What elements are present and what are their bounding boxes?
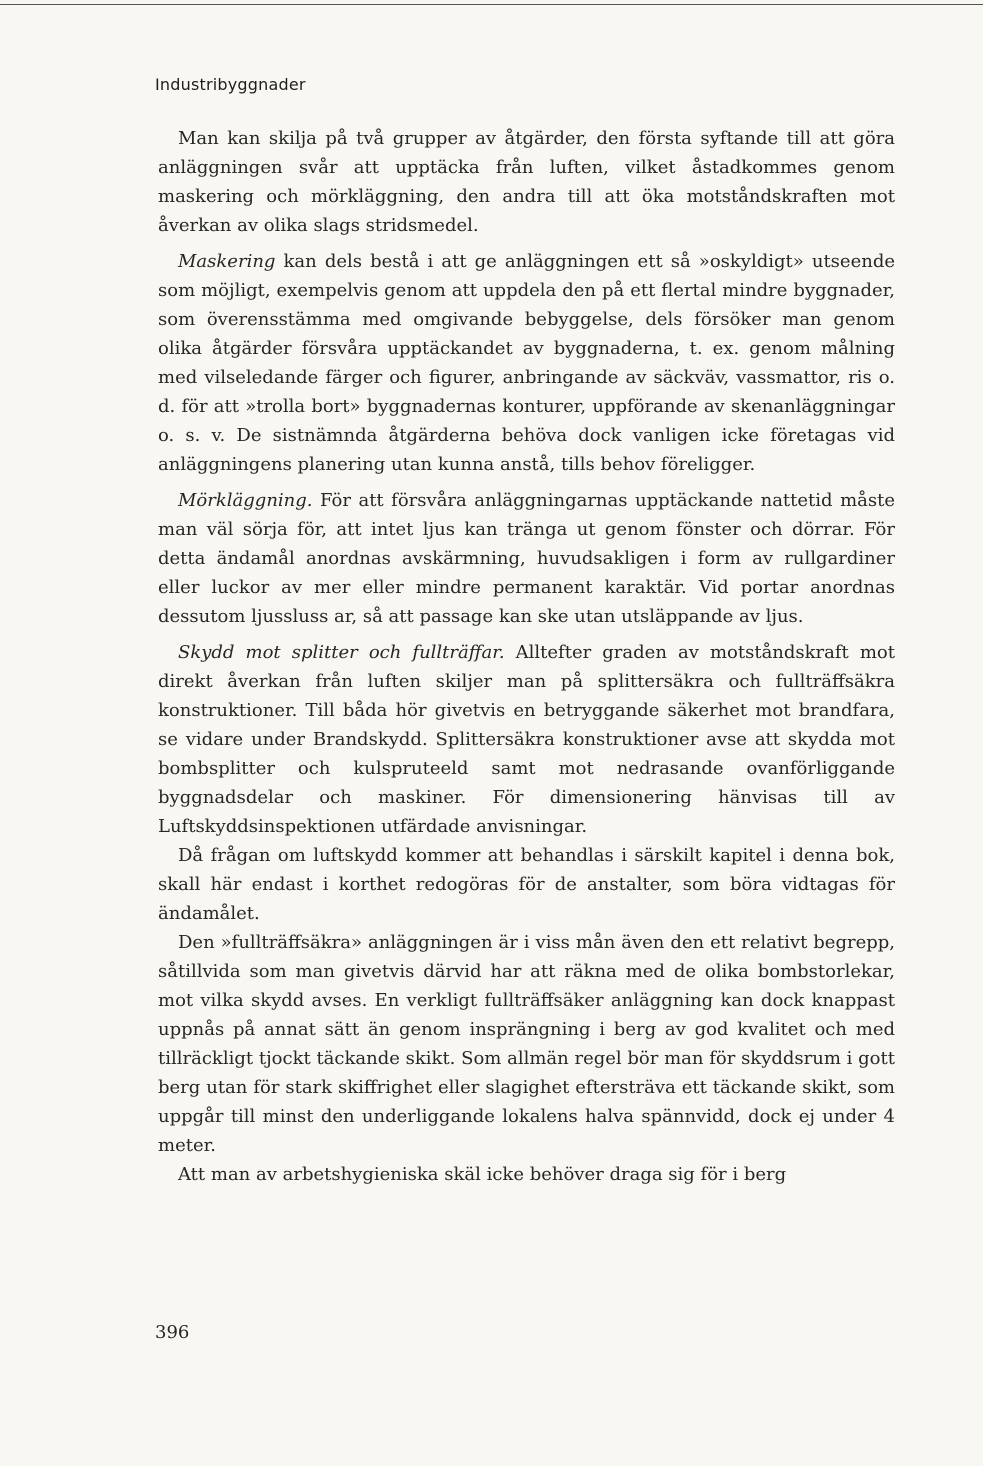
paragraph-lead: Mörkläggning.: [178, 490, 313, 511]
paragraph-fulltraffsakra: [158, 928, 895, 1160]
paragraph-text: För att försvåra anläggningarnas upptäckande nattetid måste man väl sörja för, att intet ljus kan tränga ut genom fönster och dörrar. För detta ändamål anordnas avskärmning, huvudsakligen i form av rullgardiner eller luckor av mer eller mindre permanent karaktär. Vid portar anordnas dessutom ljussluss ar, så att passage kan ske utan utsläppande av ljus.: [158, 490, 895, 627]
paragraph-text: kan dels bestå i att ge anläggningen ett så »oskyldigt» utseende som möjligt, exempelvis genom att uppdela den på ett flertal mindre byggnader, som överensstämma med omgivande bebyggelse, dels försöker man genom olika åtgärder försvåra upptäckandet av byggnaderna, t. ex. genom målning med vilseledande färger och figurer, anbringande av säckväv, vassmattor, ris o. d. för att »trolla bort» byggnadernas konturer, uppförande av skenanläggningar o. s. v. De sistnämnda åtgärderna behöva dock vanligen icke företagas vid anläggningens planering utan kunna anstå, tills behov föreligger.: [158, 251, 895, 475]
paragraph-arbetshygien: [158, 1160, 895, 1189]
top-rule: [0, 4, 983, 5]
paragraph-morklaggning: [158, 486, 895, 631]
paragraph-text: Den »fullträffsäkra» anläggningen är i viss mån även den ett relativt begrepp, såtillvida som man givetvis därvid har att räkna med de olika bombstorlekar, mot vilka skydd avses. En verkligt fullträffsäker anläggning kan dock knappast uppnås på annat sätt än genom insprängning i berg av god kvalitet och med tillräckligt tjockt täckande skikt. Som allmän regel bör man för skyddsrum i gott berg utan för stark skiffrighet eller slagighet eftersträva ett täckande skikt, som uppgår till minst den underliggande lokalens halva spännvidd, dock ej under 4 meter.: [158, 932, 895, 1156]
body-text: [158, 124, 895, 1189]
paragraph-text: Alltefter graden av motståndskraft mot direkt åverkan från luften skiljer man på splittersäkra och fullträffsäkra konstruktioner. Till båda hör givetvis en betryggande säkerhet mot brandfara, se vidare under Brandskydd. Splittersäkra konstruktioner avse att skydda mot bombsplitter och kulspruteeld samt mot nedrasande ovanförliggande byggnadsdelar och maskiner. För dimensionering hänvisas till av Luftskyddsinspektionen utfärdade anvisningar.: [158, 642, 896, 837]
paragraph-luftskydd: [158, 841, 895, 928]
paragraph-skydd: [158, 638, 895, 841]
paragraph-intro: [158, 124, 895, 240]
paragraph-maskering: [158, 247, 895, 479]
paragraph-text: Att man av arbetshygieniska skäl icke behöver draga sig för i berg: [178, 1164, 787, 1185]
paragraph-lead: Maskering: [178, 251, 276, 272]
paragraph-text: Då frågan om luftskydd kommer att behandlas i särskilt kapitel i denna bok, skall här endast i korthet redogöras för de anstalter, som böra vidtagas för ändamålet.: [158, 845, 895, 924]
paragraph-lead: Skydd mot splitter och fullträffar.: [178, 642, 505, 663]
page-number: 396: [155, 1322, 190, 1343]
paragraph-text: Man kan skilja på två grupper av åtgärder, den första syftande till att göra anläggningen svår att upptäcka från luften, vilket åstadkommes genom maskering och mörkläggning, den andra till att öka motståndskraften mot åverkan av olika slags stridsmedel.: [158, 128, 895, 236]
running-head: Industribyggnader: [155, 75, 306, 94]
